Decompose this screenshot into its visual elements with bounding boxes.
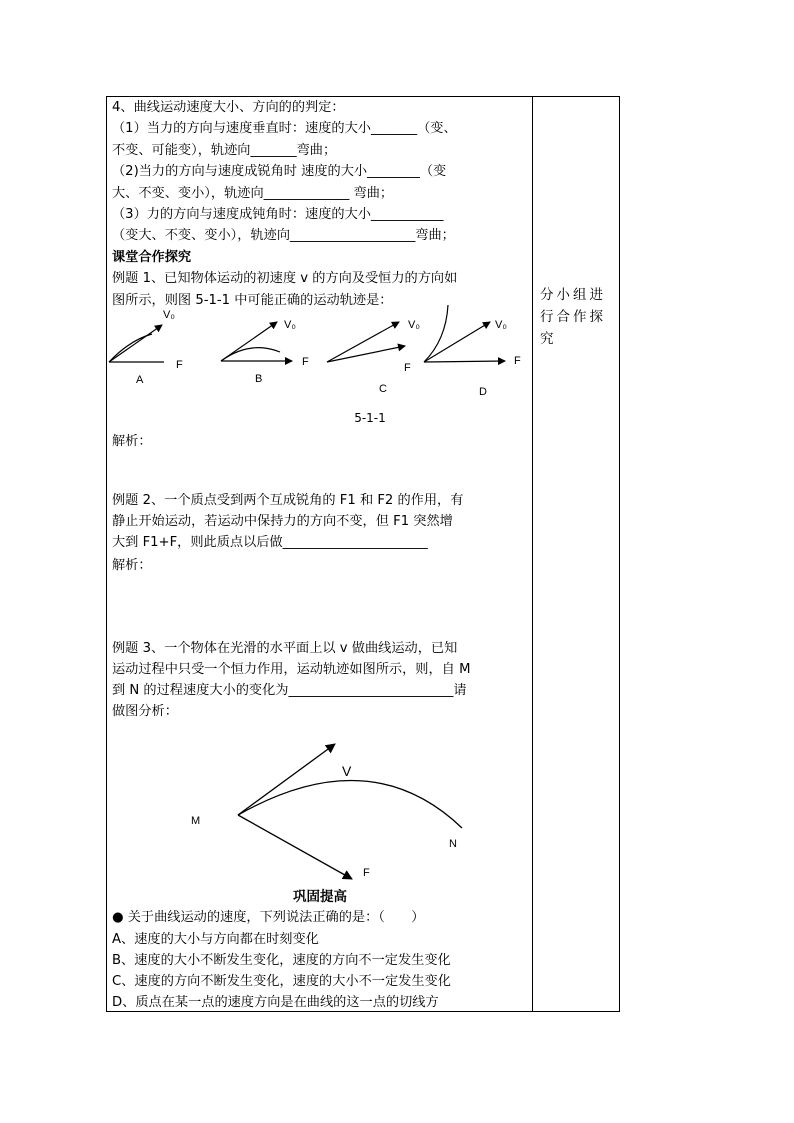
- example2-line-1: 例题 2、一个质点受到两个互成锐角的 F1 和 F2 的作用，有: [112, 493, 464, 508]
- section4-title: 4、曲线运动速度大小、方向的的判定：: [112, 100, 345, 115]
- label-d: D: [479, 386, 487, 398]
- label-c: C: [379, 383, 387, 395]
- label-v0: V₀: [408, 319, 420, 331]
- option-b: B、速度的大小不断发生变化，速度的方向不一定发生变化: [112, 953, 451, 968]
- example3-line-2: 运动过程中只受一个恒力作用，运动轨迹如图所示，则，自 M: [112, 662, 471, 677]
- option-d: D、质点在某一点的速度方向是在曲线的这一点的切线方: [112, 995, 439, 1010]
- analysis-2: 解析：: [112, 558, 152, 573]
- consolidate-heading: 巩固提高: [293, 889, 347, 905]
- velocity-arrow: [238, 744, 335, 815]
- consolidate-question: ● 关于曲线运动的速度，下列说法正确的是：（ ）: [112, 910, 425, 925]
- example2-line-3: 大到 F1+F，则此质点以后做______________________: [112, 535, 428, 550]
- label-f: F: [302, 356, 309, 368]
- section4-line-6: （变大、不变、变小），轨迹向___________________弯曲；: [112, 228, 455, 244]
- label-f: F: [176, 359, 183, 371]
- section4-line-5: （3）力的方向与速度成钝角时：速度的大小___________: [112, 206, 444, 222]
- label-v0: V₀: [495, 319, 507, 331]
- side-note: 分小组进行合作探究: [540, 287, 606, 347]
- label-f: F: [514, 355, 521, 367]
- example3-line-3: 到 N 的过程速度大小的变化为_________________________请: [112, 683, 467, 698]
- label-v: V: [342, 763, 352, 779]
- section4-line-4: 大、不变、变小），轨迹向_____________ 弯曲；: [112, 185, 394, 201]
- example1-line-1: 例题 1、已知物体运动的初速度 v 的方向及受恒力的方向如: [112, 271, 458, 287]
- label-b: B: [255, 373, 263, 385]
- trajectory-curve: [238, 780, 462, 828]
- example3-line-1: 例题 3、一个物体在光滑的水平面上以 v 做曲线运动，已知: [112, 641, 458, 656]
- analysis-1: 解析：: [112, 434, 152, 449]
- label-f: F: [363, 867, 370, 879]
- example3-line-4: 做图分析：: [112, 704, 178, 719]
- option-a: A、速度的大小与方向都在时刻变化: [112, 932, 319, 947]
- label-m: M: [191, 815, 201, 827]
- figure-caption: 5-1-1: [354, 411, 386, 425]
- force-arrow: [238, 815, 352, 879]
- section4-line-2: 不变、可能变），轨迹向_______弯曲；: [112, 142, 337, 158]
- label-v0: V₀: [163, 309, 175, 321]
- coop-heading: 课堂合作探究: [112, 249, 192, 265]
- label-f: F: [404, 362, 411, 374]
- label-a: A: [136, 374, 144, 386]
- section4-line-1: （1）当力的方向与速度垂直时：速度的大小_______（变、: [112, 121, 457, 137]
- section4-line-3: （2)当力的方向与速度成锐角时 速度的大小________（变: [112, 164, 447, 180]
- option-c: C、速度的方向不断发生变化，速度的大小不一定发生变化: [112, 974, 451, 989]
- example2-line-2: 静止开始运动，若运动中保持力的方向不变，但 F1 突然增: [112, 514, 453, 529]
- label-v0: V₀: [284, 319, 296, 331]
- label-n: N: [449, 838, 457, 850]
- example1-line-2: 图所示，则图 5-1-1 中可能正确的运动轨迹是：: [112, 292, 393, 308]
